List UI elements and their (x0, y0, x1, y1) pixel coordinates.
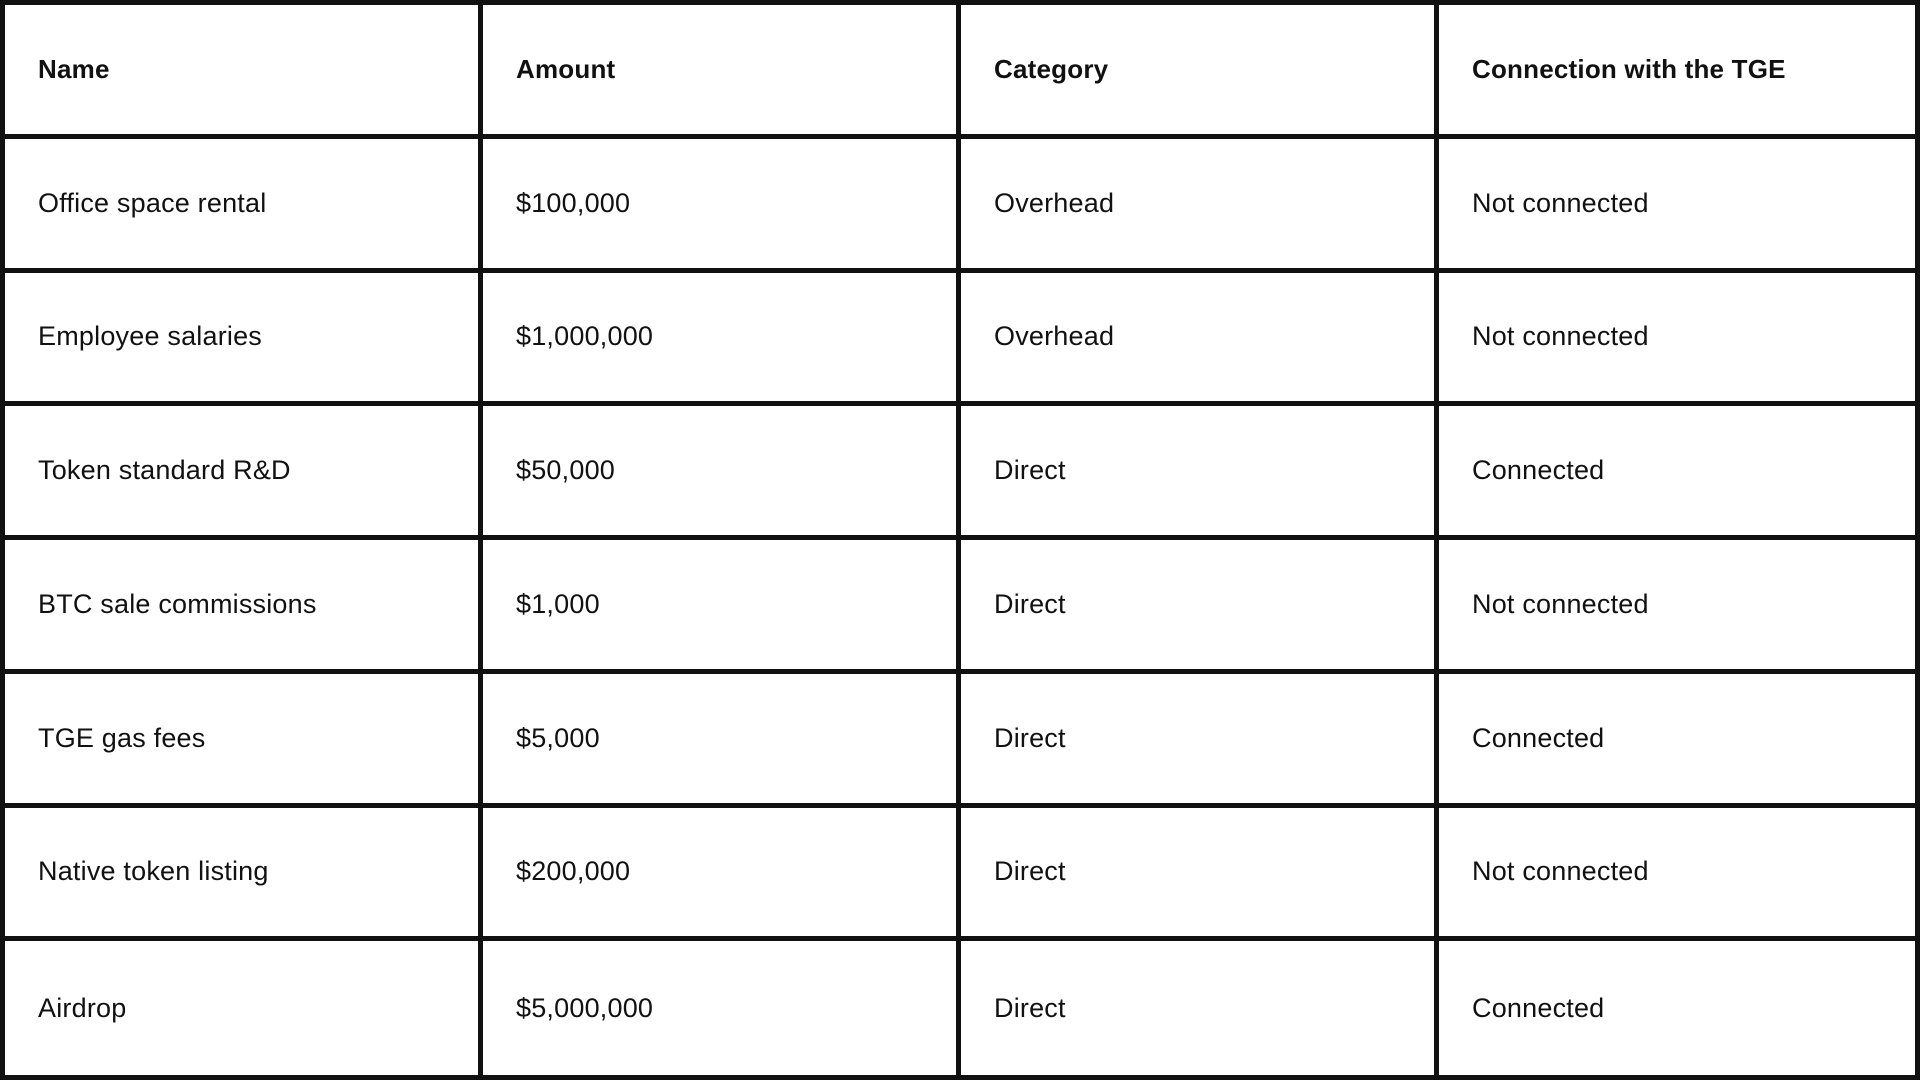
header-name: Name (5, 5, 483, 139)
cell-category: Overhead (961, 273, 1439, 407)
cell-name: Native token listing (5, 808, 483, 942)
cell-category: Overhead (961, 139, 1439, 273)
cell-amount: $50,000 (483, 406, 961, 540)
cell-name: Airdrop (5, 941, 483, 1075)
cell-name: Token standard R&D (5, 406, 483, 540)
cell-category: Direct (961, 941, 1439, 1075)
cell-amount: $1,000,000 (483, 273, 961, 407)
cell-amount: $100,000 (483, 139, 961, 273)
cell-connection: Not connected (1439, 139, 1915, 273)
cell-category: Direct (961, 808, 1439, 942)
cell-connection: Connected (1439, 674, 1915, 808)
cell-amount: $200,000 (483, 808, 961, 942)
cell-amount: $5,000 (483, 674, 961, 808)
cell-category: Direct (961, 540, 1439, 674)
cell-amount: $1,000 (483, 540, 961, 674)
cell-amount: $5,000,000 (483, 941, 961, 1075)
cell-connection: Connected (1472, 992, 1605, 1023)
cell-connection: Not connected (1439, 808, 1915, 942)
cell-name: Office space rental (5, 139, 483, 273)
header-connection: Connection with the TGE (1439, 5, 1915, 139)
cell-category: Direct (961, 674, 1439, 808)
cell-connection: Connected (1439, 406, 1915, 540)
cell-connection: Not connected (1439, 540, 1915, 674)
cell-name: Employee salaries (5, 273, 483, 407)
cell-connection: Not connected (1439, 273, 1915, 407)
header-amount: Amount (483, 5, 961, 139)
cell-name: BTC sale commissions (5, 540, 483, 674)
cell-category: Direct (961, 406, 1439, 540)
cell-name: TGE gas fees (5, 674, 483, 808)
header-category: Category (961, 5, 1439, 139)
